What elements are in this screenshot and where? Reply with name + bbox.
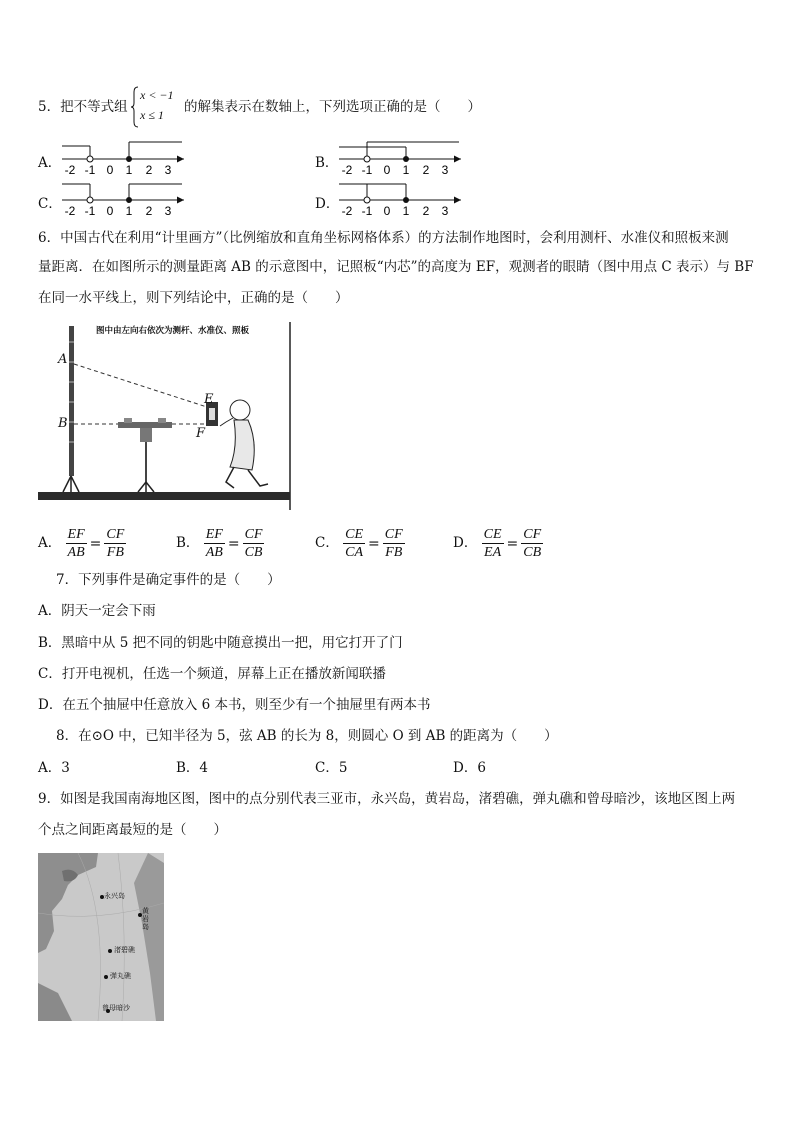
svg-text:1: 1 — [402, 163, 410, 177]
q6-option-d: D． $\frac{CE}{EA}$ = $\frac{CF}{CB}$ — [453, 527, 542, 560]
q7-stem: 7．下列事件是确定事件的是（ ） — [56, 572, 281, 588]
q9-label-danwan: 弹丸礁 — [110, 972, 131, 980]
svg-text:0: 0 — [383, 204, 391, 218]
svg-text:3: 3 — [441, 204, 449, 218]
svg-text:-1: -1 — [84, 163, 96, 177]
svg-text:1: 1 — [125, 204, 133, 218]
svg-text:3: 3 — [441, 163, 449, 177]
fraction: $\frac{CF}{FB}$ — [384, 527, 403, 560]
svg-text:3: 3 — [164, 163, 172, 177]
fraction: $\frac{CF}{CB}$ — [244, 527, 263, 560]
q9-map — [38, 853, 164, 1021]
q6-label-f: F — [196, 426, 206, 441]
q6-option-c: C． $\frac{CE}{CA}$ = $\frac{CF}{FB}$ — [315, 527, 403, 560]
q6-option-c-label: C． — [315, 535, 339, 551]
fraction: $\frac{CE}{EA}$ — [483, 527, 502, 560]
q6-option-a: A． $\frac{EF}{AB}$ = $\frac{CF}{FB}$ — [38, 527, 125, 560]
q9-label-zengmu: 曾母暗沙 — [102, 1004, 130, 1012]
q8-option-d: D．6 — [453, 760, 486, 776]
q7-option-d: D．在五个抽屉中任意放入 6 本书，则至少有一个抽屉里有两本书 — [38, 697, 431, 713]
q5-brace — [131, 86, 135, 126]
svg-text:0: 0 — [106, 163, 114, 177]
q5-system-line1: x < −1 — [140, 88, 174, 102]
svg-text:1: 1 — [402, 204, 410, 218]
q8-option-b: B．4 — [176, 760, 209, 776]
q6-stem-line1: 6．中国古代在利用“计里画方”（比例缩放和直角坐标网格体系）的方法制作地图时，会利用测杆、水准仪和照板来测 — [38, 230, 729, 246]
fraction: $\frac{EF}{AB}$ — [205, 527, 223, 560]
fraction: $\frac{CF}{FB}$ — [106, 527, 125, 560]
q9-label-yongxing: 永兴岛 — [104, 892, 125, 900]
q6-option-a-label: A． — [38, 535, 62, 551]
q6-stem-line3: 在同一水平线上，则下列结论中，正确的是（ ） — [38, 290, 349, 306]
q6-figure — [38, 322, 292, 512]
q5-stem-suffix: 的解集表示在数轴上，下列选项正确的是（ ） — [184, 99, 481, 115]
q9-stem-line2: 个点之间距离最短的是（ ） — [38, 822, 227, 838]
svg-text:-2: -2 — [341, 204, 353, 218]
q7-option-b: B．黑暗中从 5 把不同的钥匙中随意摸出一把，用它打开了门 — [38, 635, 403, 651]
q6-label-b: B — [58, 416, 68, 431]
svg-text:2: 2 — [145, 163, 153, 177]
q5-numberline-a — [60, 140, 190, 178]
q6-label-e: E — [204, 392, 214, 407]
q7-option-a: A．阴天一定会下雨 — [38, 603, 156, 619]
fraction: $\frac{CE}{CA}$ — [345, 527, 364, 560]
q6-option-b-label: B． — [176, 535, 200, 551]
svg-text:-1: -1 — [361, 204, 373, 218]
svg-text:-2: -2 — [64, 163, 76, 177]
q6-stem-line2: 量距离．在如图所示的测量距离 AB 的示意图中，记照板“内芯”的高度为 EF，观测者的眼睛（图中用点 C 表示）与 BF — [38, 259, 754, 275]
svg-text:1: 1 — [125, 163, 133, 177]
q5-stem-prefix: 5．把不等式组 — [38, 99, 128, 115]
q8-option-a: A．3 — [38, 760, 70, 776]
svg-text:0: 0 — [383, 163, 391, 177]
q5-system-line2: x ≤ 1 — [140, 108, 164, 122]
svg-text:-2: -2 — [341, 163, 353, 177]
q5-numberline-d — [337, 181, 467, 219]
svg-text:-1: -1 — [84, 204, 96, 218]
svg-text:3: 3 — [164, 204, 172, 218]
q5-option-d-label: D． — [315, 196, 340, 212]
q8-stem: 8．在⊙O 中，已知半径为 5，弦 AB 的长为 8，则圆心 O 到 AB 的距离为（ ） — [56, 728, 558, 744]
svg-text:2: 2 — [145, 204, 153, 218]
svg-text:-2: -2 — [64, 204, 76, 218]
q6-label-a: A — [58, 352, 68, 367]
fraction: $\frac{CF}{CB}$ — [523, 527, 542, 560]
svg-text:-1: -1 — [361, 163, 373, 177]
fraction: $\frac{EF}{AB}$ — [67, 527, 85, 560]
q5-option-b-label: B． — [315, 155, 339, 171]
q7-option-c: C．打开电视机，任选一个频道，屏幕上正在播放新闻联播 — [38, 666, 386, 682]
svg-text:2: 2 — [422, 204, 430, 218]
q6-option-b: B． $\frac{EF}{AB}$ = $\frac{CF}{CB}$ — [176, 527, 263, 560]
svg-text:0: 0 — [106, 204, 114, 218]
q6-option-d-label: D． — [453, 535, 478, 551]
q9-label-zhubi: 渚碧礁 — [114, 946, 135, 954]
q5-numberline-b — [337, 140, 467, 178]
q5-option-c-label: C． — [38, 196, 62, 212]
q9-label-huangyan: 黄岩岛 — [142, 907, 149, 931]
q5-option-a-label: A． — [38, 155, 62, 171]
q8-option-c: C．5 — [315, 760, 348, 776]
q6-figure-caption: 图中由左向右依次为测杆、水准仪、照板 — [96, 326, 250, 336]
q9-stem-line1: 9．如图是我国南海地区图，图中的点分别代表三亚市，永兴岛，黄岩岛，渚碧礁，弹丸礁和曾母暗沙，该地区图上两 — [38, 791, 736, 807]
q5-numberline-c — [60, 181, 190, 219]
svg-text:2: 2 — [422, 163, 430, 177]
